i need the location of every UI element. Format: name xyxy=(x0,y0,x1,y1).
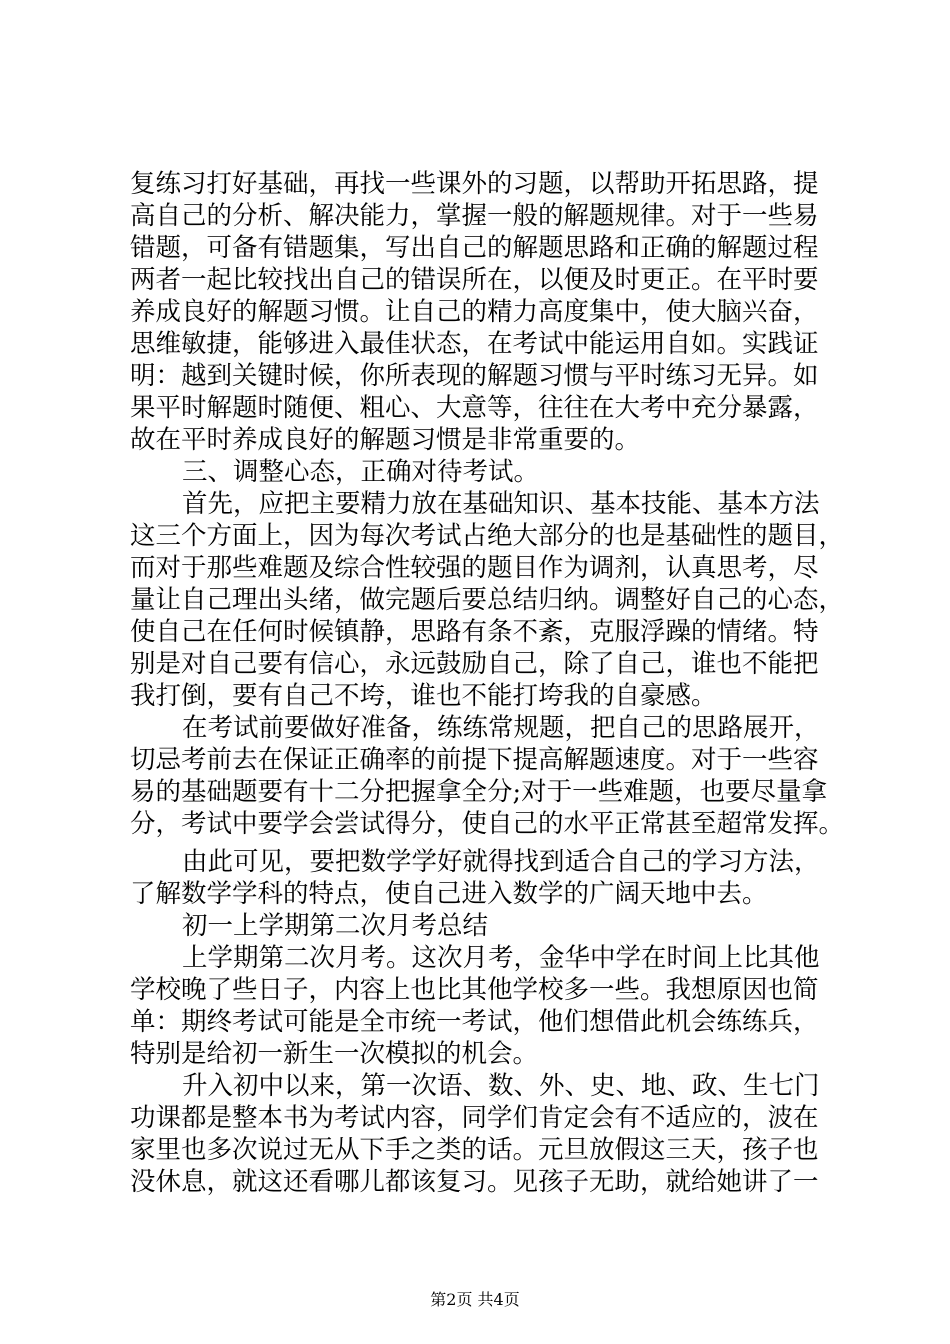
text-line: 果平时解题时随便、粗心、大意等，往往在大考中充分暴露， xyxy=(130,393,819,423)
text-line: 首先，应把主要精力放在基础知识、基本技能、基本方法 xyxy=(182,489,820,519)
text-line: 切忌考前去在保证正确率的前提下提高解题速度。对于一些容 xyxy=(130,745,819,775)
text-line: 初一上学期第二次月考总结 xyxy=(182,911,489,941)
text-line: 在考试前要做好准备，练练常规题，把自己的思路展开， xyxy=(182,713,820,743)
text-line: 由此可见，要把数学学好就得找到适合自己的学习方法， xyxy=(182,847,820,877)
text-line: 两者一起比较找出自己的错误所在，以便及时更正。在平时要 xyxy=(130,265,819,295)
text-line: 易的基础题要有十二分把握拿全分;对于一些难题，也要尽量拿 xyxy=(130,777,828,807)
text-line: 没休息，就这还看哪儿都该复习。见孩子无助，就给她讲了一 xyxy=(130,1167,819,1197)
text-line: 升入初中以来，第一次语、数、外、史、地、政、生七门 xyxy=(182,1071,820,1101)
body-text-block-2 xyxy=(130,846,835,1198)
text-line: 高自己的分析、解决能力，掌握一般的解题规律。对于一些易 xyxy=(130,201,819,231)
text-line: 我打倒，要有自己不垮，谁也不能打垮我的自豪感。 xyxy=(130,681,717,711)
text-line: 特别是给初一新生一次模拟的机会。 xyxy=(130,1039,539,1069)
body-text-block-1 xyxy=(130,168,845,840)
text-line: 了解数学学科的特点，使自己进入数学的广阔天地中去。 xyxy=(130,879,768,909)
text-line: 三、调整心态，正确对待考试。 xyxy=(182,457,540,487)
text-line: 学校晚了些日子，内容上也比其他学校多一些。我想原因也简 xyxy=(130,975,819,1005)
text-line: 家里也多次说过无从下手之类的话。元旦放假这三天，孩子也 xyxy=(130,1135,819,1165)
text-line: 别是对自己要有信心，永远鼓励自己，除了自己，谁也不能把 xyxy=(130,649,819,679)
text-line: 明：越到关键时候，你所表现的解题习惯与平时练习无异。如 xyxy=(130,361,819,391)
text-line: 错题，可备有错题集，写出自己的解题思路和正确的解题过程 xyxy=(130,233,819,263)
text-line: 这三个方面上，因为每次考试占绝大部分的也是基础性的题目， xyxy=(130,521,845,551)
text-line: 分，考试中要学会尝试得分，使自己的水平正常甚至超常发挥。 xyxy=(130,809,845,839)
text-line: 而对于那些难题及综合性较强的题目作为调剂，认真思考，尽 xyxy=(130,553,819,583)
text-line: 使自己在任何时候镇静，思路有条不紊，克服浮躁的情绪。特 xyxy=(130,617,819,647)
text-line: 养成良好的解题习惯。让自己的精力高度集中，使大脑兴奋， xyxy=(130,297,819,327)
text-line: 量让自己理出头绪，做完题后要总结归纳。调整好自己的心态， xyxy=(130,585,845,615)
page-footer: 第2页 共4页 xyxy=(430,1290,520,1309)
text-line: 单：期终考试可能是全市统一考试，他们想借此机会练练兵， xyxy=(130,1007,819,1037)
text-line: 功课都是整本书为考试内容，同学们肯定会有不适应的，波在 xyxy=(130,1103,819,1133)
text-line: 故在平时养成良好的解题习惯是非常重要的。 xyxy=(130,425,641,455)
text-line: 上学期第二次月考。这次月考，金华中学在时间上比其他 xyxy=(182,943,820,973)
text-line: 思维敏捷，能够进入最佳状态，在考试中能运用自如。实践证 xyxy=(130,329,819,359)
text-line: 复练习打好基础，再找一些课外的习题，以帮助开拓思路，提 xyxy=(130,169,819,199)
